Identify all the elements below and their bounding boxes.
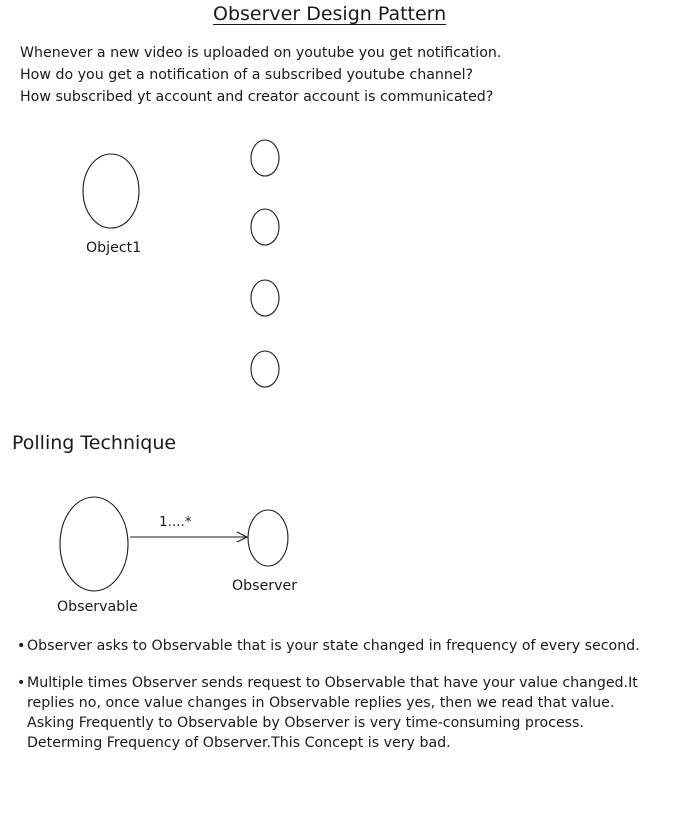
observer-shape (248, 510, 288, 566)
small-object-shape (251, 140, 279, 176)
bullet-marker: • (17, 675, 26, 691)
object1-label: Object1 (86, 240, 142, 256)
bullet-list (18, 636, 673, 753)
small-object-shape (251, 351, 279, 387)
intro-line: How do you get a notification of a subscribed youtube channel? (20, 67, 474, 83)
bullet-marker: • (17, 638, 26, 654)
bullet-text: Asking Frequently to Observable by Observer is very time-consuming process. (27, 715, 584, 731)
observable-label: Observable (57, 599, 138, 615)
bullet-text: Multiple times Observer sends request to Observable that have your value changed.It replies no, once value changes in Observable replies yes, then we read that value. (27, 675, 638, 711)
multiplicity-label: 1....* (159, 514, 192, 530)
polling-heading: Polling Technique (12, 432, 177, 454)
small-object-shape (251, 280, 279, 316)
small-object-shape (251, 209, 279, 245)
observable-shape (60, 497, 128, 591)
observer-label: Observer (232, 578, 298, 594)
intro-line: How subscribed yt account and creator account is communicated? (20, 89, 494, 105)
page-title: Observer Design Pattern (213, 3, 447, 25)
bullet-item (18, 673, 673, 753)
intro-line: Whenever a new video is uploaded on youtube you get notification. (20, 45, 502, 61)
bullet-item (18, 636, 673, 656)
object1-shape (83, 154, 139, 228)
bullet-text: Observer asks to Observable that is your state changed in frequency of every second. (27, 638, 640, 654)
bullet-text: Determing Frequency of Observer.This Concept is very bad. (27, 735, 451, 751)
